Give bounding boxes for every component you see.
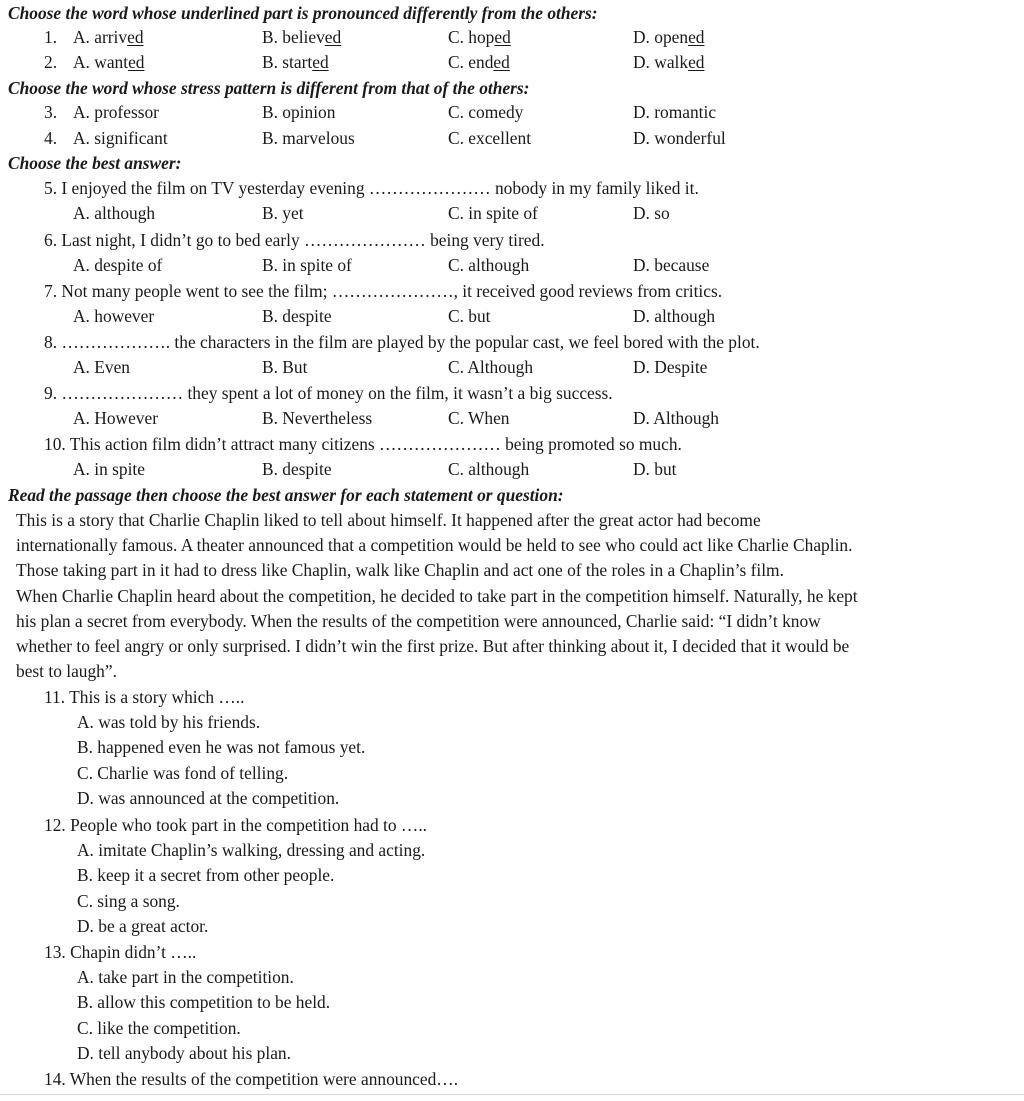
option: D. be a great actor. <box>77 916 209 936</box>
question-stem: 14. When the results of the competition were announced…. <box>44 1069 459 1089</box>
option <box>448 52 510 72</box>
option: A. take part in the competition. <box>77 967 294 987</box>
option: C. although <box>448 255 530 275</box>
underlined-part: ed <box>312 52 329 72</box>
option <box>262 52 329 72</box>
option <box>448 27 511 47</box>
option-text: A. arriv <box>73 27 128 47</box>
option: B. happened even he was not famous yet. <box>77 737 366 757</box>
question-stem: 5. I enjoyed the film on TV yesterday evening ………………… nobody in my family liked it. <box>44 178 699 198</box>
question-stem: 9. ………………… they spent a lot of money on the film, it wasn’t a big success. <box>44 383 613 403</box>
option: A. was told by his friends. <box>77 712 261 732</box>
option <box>262 27 341 47</box>
option <box>73 27 144 47</box>
question-stem: 13. Chapin didn’t ….. <box>44 942 197 962</box>
option: D. Although <box>633 408 719 428</box>
question-stem: 6. Last night, I didn’t go to bed early ………………… being very tired. <box>44 230 545 250</box>
question-stem: 8. ………………. the characters in the film are played by the popular cast, we feel bored with the plot. <box>44 332 760 352</box>
option: C. sing a song. <box>77 891 180 911</box>
option: C. in spite of <box>448 203 538 223</box>
option: C. When <box>448 408 510 428</box>
option: A. despite of <box>73 255 163 275</box>
underlined-part: ed <box>688 52 705 72</box>
option: C. excellent <box>448 128 532 148</box>
option: B. keep it a secret from other people. <box>77 865 335 885</box>
bottom-divider <box>0 1094 1024 1095</box>
option: D. tell anybody about his plan. <box>77 1043 291 1063</box>
option: C. like the competition. <box>77 1018 241 1038</box>
option: C. Although <box>448 357 534 377</box>
passage-line: best to laugh”. <box>16 661 117 681</box>
underlined-part: ed <box>494 27 511 47</box>
option: C. although <box>448 459 530 479</box>
option: B. in spite of <box>262 255 352 275</box>
option: D. although <box>633 306 716 326</box>
passage-line: Those taking part in it had to dress like Chaplin, walk like Chaplin and act one of the roles in a Chaplin’s film. <box>16 560 784 580</box>
option: A. professor <box>73 102 159 122</box>
section-heading-reading: Read the passage then choose the best answer for each statement or question: <box>8 485 564 505</box>
question-number: 1. <box>44 27 58 47</box>
question-stem: 7. Not many people went to see the film; …………………, it received good reviews from critics. <box>44 281 723 301</box>
option: B. marvelous <box>262 128 355 148</box>
option: B. despite <box>262 306 332 326</box>
question-stem: 12. People who took part in the competition had to ….. <box>44 815 428 835</box>
question-number: 2. <box>44 52 58 72</box>
option-text: C. end <box>448 52 494 72</box>
option: B. despite <box>262 459 332 479</box>
option: D. wonderful <box>633 128 726 148</box>
option: B. opinion <box>262 102 336 122</box>
section-heading-pronunciation: Choose the word whose underlined part is pronounced differently from the others: <box>8 3 598 23</box>
option: D. because <box>633 255 710 275</box>
passage-line: his plan a secret from everybody. When the results of the competition were announced, Charlie said: “I didn’t know <box>16 611 821 631</box>
option-text: C. hop <box>448 27 495 47</box>
option: B. Nevertheless <box>262 408 373 428</box>
option: D. but <box>633 459 677 479</box>
question-number: 4. <box>44 128 58 148</box>
option-text: D. walk <box>633 52 689 72</box>
section-heading-best-answer: Choose the best answer: <box>8 153 182 173</box>
option: B. yet <box>262 203 304 223</box>
option: B. But <box>262 357 308 377</box>
option: A. however <box>73 306 155 326</box>
option: A. significant <box>73 128 168 148</box>
question-stem: 11. This is a story which ….. <box>44 687 245 707</box>
underlined-part: ed <box>324 27 342 47</box>
option: A. imitate Chaplin’s walking, dressing and acting. <box>77 840 426 860</box>
passage-line: whether to feel angry or only surprised. I didn’t win the first prize. But after thinking about it, I decided that it would be <box>16 636 850 656</box>
option: D. Despite <box>633 357 708 377</box>
question-number: 3. <box>44 102 58 122</box>
option: A. Even <box>73 357 130 377</box>
underlined-part: ed <box>688 27 705 47</box>
option-text: B. start <box>262 52 313 72</box>
option: C. Charlie was fond of telling. <box>77 763 289 783</box>
passage-line: This is a story that Charlie Chaplin liked to tell about himself. It happened after the great actor had become <box>16 510 761 530</box>
option: C. comedy <box>448 102 524 122</box>
option-text: D. open <box>633 27 689 47</box>
passage-line: When Charlie Chaplin heard about the competition, he decided to take part in the competition himself. Naturally, he kept <box>16 586 858 606</box>
option-text: A. want <box>73 52 129 72</box>
option: D. romantic <box>633 102 717 122</box>
option-text: B. believ <box>262 27 325 47</box>
option: A. although <box>73 203 156 223</box>
option: D. was announced at the competition. <box>77 788 340 808</box>
option: D. so <box>633 203 670 223</box>
question-stem: 10. This action film didn’t attract many citizens ………………… being promoted so much. <box>44 434 682 454</box>
option: C. but <box>448 306 491 326</box>
underlined-part: ed <box>493 52 510 72</box>
option: B. allow this competition to be held. <box>77 992 331 1012</box>
underlined-part: ed <box>127 27 144 47</box>
option: A. However <box>73 408 158 428</box>
option <box>633 52 704 72</box>
section-heading-stress: Choose the word whose stress pattern is different from that of the others: <box>8 78 530 98</box>
option <box>73 52 144 72</box>
option <box>633 27 704 47</box>
option: A. in spite <box>73 459 145 479</box>
underlined-part: ed <box>128 52 145 72</box>
passage-line: internationally famous. A theater announced that a competition would be held to see who could act like Charlie Chaplin. <box>16 535 853 555</box>
